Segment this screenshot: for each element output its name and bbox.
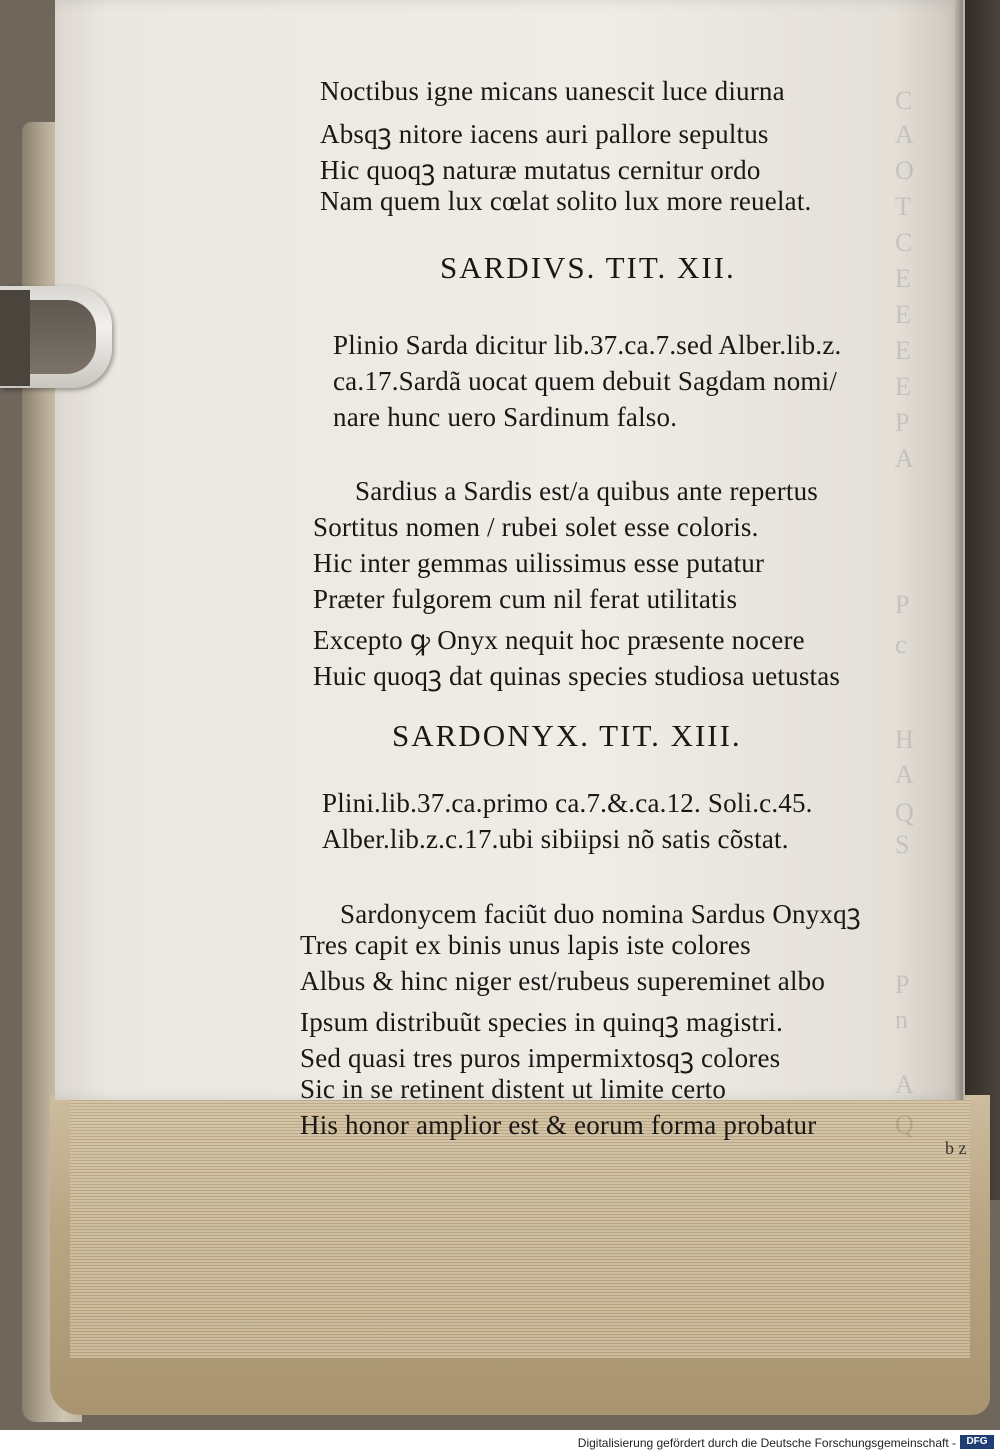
- section-title-sardius: SARDIVS. TIT. XII.: [440, 250, 736, 285]
- bleed-through: E: [895, 264, 912, 293]
- bleed-through: Q: [895, 1110, 915, 1139]
- bleed-through: c: [895, 630, 908, 659]
- verse-line: Huic quoqꝫ dat quinas species studiosa uetustas: [313, 661, 841, 691]
- bleed-through: P: [895, 970, 910, 999]
- verse-line: Ipsum distribuũt species in quinqꝫ magistri.: [300, 1007, 784, 1037]
- bleed-through: A: [895, 1070, 915, 1099]
- bleed-through: E: [895, 372, 912, 401]
- prose-line: ca.17.Sardã uocat quem debuit Sagdam nomi/: [333, 366, 838, 396]
- bleed-through: C: [895, 86, 913, 115]
- bleed-through: n: [895, 1005, 909, 1034]
- verse-line: Excepto ꝙ Onyx nequit hoc præsente nocere: [313, 625, 805, 655]
- bleed-through: T: [895, 192, 912, 221]
- verse-line: Sed quasi tres puros impermixtosqꝫ colores: [300, 1043, 781, 1073]
- footer-credit: Digitalisierung gefördert durch die Deutsche Forschungsgemeinschaft -: [577, 1436, 956, 1450]
- verse-line: Hic quoqꝫ naturæ mutatus cernitur ordo: [320, 155, 761, 185]
- verse-line: Sardius a Sardis est/a quibus ante repertus: [355, 476, 818, 506]
- verse-line: His honor amplior est & eorum forma probatur: [300, 1110, 817, 1140]
- bleed-through: H: [895, 725, 915, 754]
- bleed-through: O: [895, 156, 915, 185]
- dfg-logo: DFG: [960, 1435, 994, 1449]
- section-title-sardonyx: SARDONYX. TIT. XIII.: [392, 718, 742, 753]
- prose-line: Plini.lib.37.ca.primo ca.7.&.ca.12. Soli.c.45.: [322, 788, 813, 818]
- prose-line: nare hunc uero Sardinum falso.: [333, 402, 678, 432]
- bleed-through: E: [895, 300, 912, 329]
- bleed-through: A: [895, 120, 915, 149]
- signature-mark: b z: [945, 1138, 967, 1158]
- bleed-through: Q: [895, 798, 915, 827]
- prose-line: Alber.lib.z.c.17.ubi sibiipsi nõ satis cõstat.: [322, 824, 789, 854]
- verse-line: Nam quem lux cœlat solito lux more reuelat.: [320, 186, 812, 216]
- bleed-through: P: [895, 408, 910, 437]
- verse-line: Præter fulgorem cum nil ferat utilitatis: [313, 584, 738, 614]
- verse-line: Tres capit ex binis unus lapis iste colores: [300, 930, 751, 960]
- verse-line: Albus & hinc niger est/rubeus supereminet albo: [300, 966, 826, 996]
- verse-line: Sardonycem faciũt duo nomina Sardus Onyxqꝫ: [340, 899, 861, 929]
- verse-line: Hic inter gemmas uilissimus esse putatur: [313, 548, 765, 578]
- bleed-through: E: [895, 336, 912, 365]
- verse-line: Absqꝫ nitore iacens auri pallore sepultus: [320, 119, 769, 149]
- bleed-through: S: [895, 830, 910, 859]
- page-clip-strap: [0, 290, 30, 386]
- page-gutter: [955, 0, 963, 1100]
- bleed-through: P: [895, 590, 910, 619]
- prose-line: Plinio Sarda dicitur lib.37.ca.7.sed Alber.lib.z.: [333, 330, 842, 360]
- bleed-through: A: [895, 760, 915, 789]
- bleed-through: A: [895, 444, 915, 473]
- verse-line: Sortitus nomen / rubei solet esse coloris.: [313, 512, 759, 542]
- bleed-through: C: [895, 228, 913, 257]
- verse-line: Noctibus igne micans uanescit luce diurna: [320, 76, 785, 106]
- verse-line: Sic in se retinent distent ut limite certo: [300, 1074, 727, 1104]
